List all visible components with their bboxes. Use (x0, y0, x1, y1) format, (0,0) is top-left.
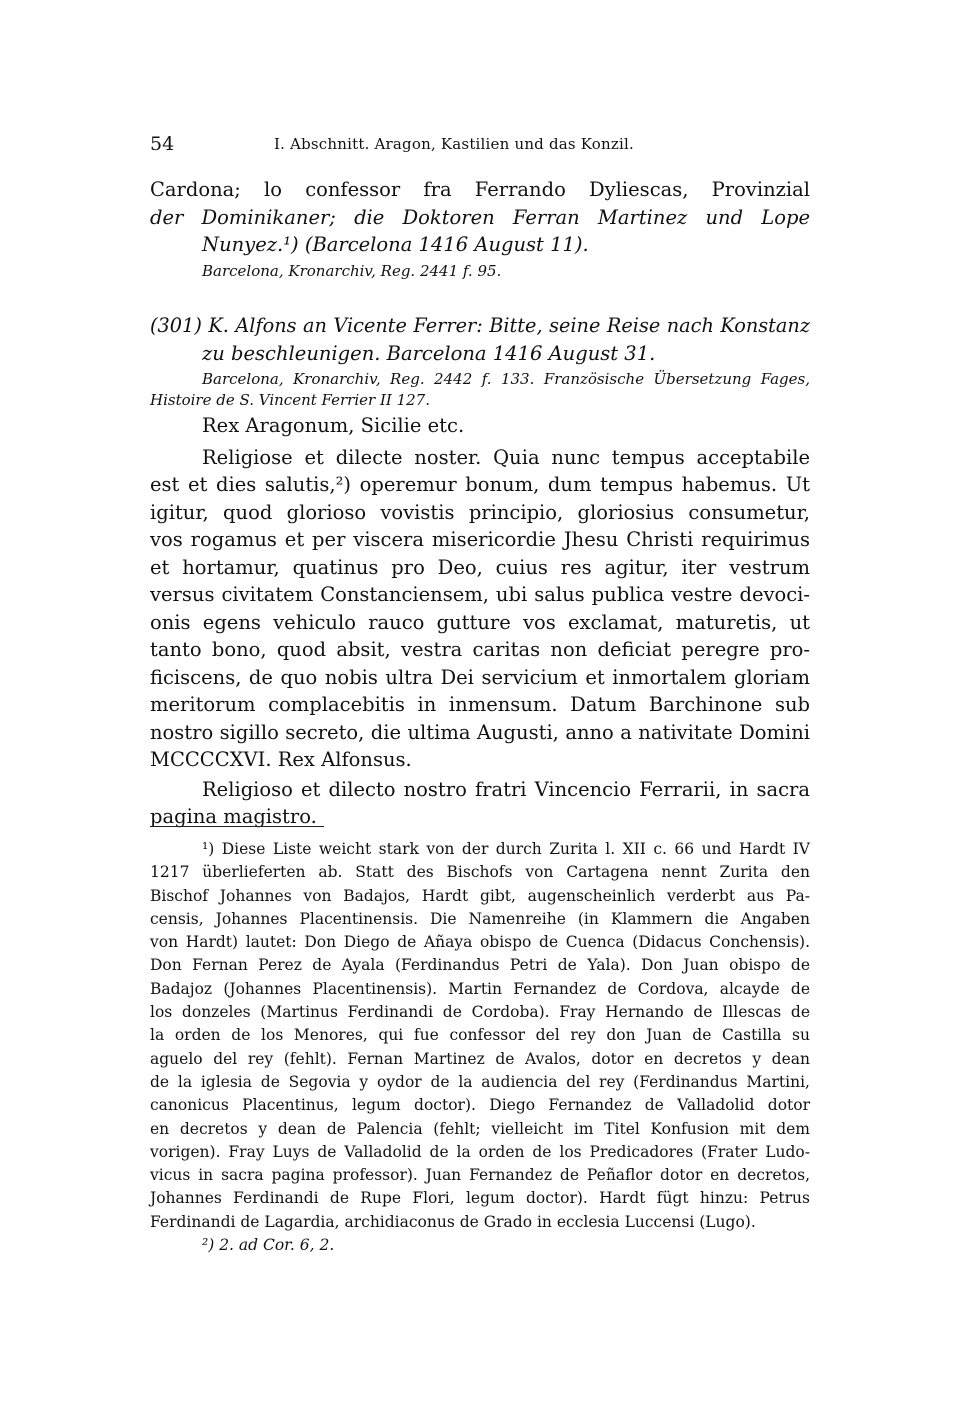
entry-title-line: (301) K. Alfons an Vicente Ferrer: Bitte, seine Reise nach Konstanz (150, 314, 810, 337)
footnote-line: Johannes Ferdinandi de Rupe Flori, legum doctor). Hardt fügt hinzu: Petrus (150, 1189, 810, 1208)
address-line: Religioso et dilecto nostro fratri Vincencio Ferrarii, in sacra (202, 777, 810, 801)
address-line: pagina magistro. (150, 805, 317, 828)
salutation: Rex Aragonum, Sicilie etc. (202, 414, 465, 437)
text-line: meritorum complacebitis in inmensum. Datum Barchinone sub (150, 693, 810, 716)
text-line: et hortamur, quatinus pro Deo, cuius res agitur, iter vestrum (150, 555, 810, 579)
footnote-line: los donzeles (Martinus Ferdinandi de Cordoba). Fray Hernando de Illescas de (150, 1003, 810, 1022)
text-line: MCCCCXVI. Rex Alfonsus. (150, 748, 412, 771)
entry-continuation (150, 176, 810, 282)
footnote-line: Badajoz (Johannes Placentinensis). Martin Fernandez de Cordova, alcayde de (150, 979, 810, 998)
footnote-divider (150, 826, 324, 827)
footnote-line: Don Fernan Perez de Ayala (Ferdinandus Petri de Yala). Don Juan obispo de (150, 956, 810, 975)
footnote-line: censis, Johannes Placentinensis. Die Namenreihe (in Klammern die Angaben (150, 909, 810, 928)
footnote-line: vicus in sacra pagina professor). Juan Fernandez de Peñaflor dotor en decretos, (150, 1166, 810, 1185)
text-line: versus civitatem Constanciensem, ubi salus publica vestre devoci- (150, 583, 810, 606)
footnotes (150, 838, 810, 1257)
text-line: est et dies salutis,²) operemur bonum, dum tempus habemus. Ut (150, 473, 810, 496)
footnote-line: en decretos y dean de Palencia (fehlt; vielleicht im Titel Konfusion mit dem (150, 1119, 810, 1138)
archive-reference: Histoire de S. Vincent Ferrier II 127. (150, 391, 430, 409)
running-title: I. Abschnitt. Aragon, Kastilien und das Konzil. (274, 135, 634, 153)
text-line: ficiscens, de quo nobis ultra Dei servicium et inmortalem gloriam (150, 665, 810, 689)
footnote-line: Bischof Johannes von Badajos, Hardt gibt, augenscheinlich verderbt aus Pa- (150, 886, 810, 905)
text-line: Religiose et dilecte noster. Quia nunc tempus acceptabile (202, 445, 810, 469)
text-line: igitur, quod glorioso vovistis principio, gloriosius consumetur, (150, 500, 810, 524)
footnote-line: vorigen). Fray Luys de Valladolid de la orden de los Predicadores (Frater Ludo- (150, 1142, 810, 1161)
text-line: tanto bono, quod absit, vestra caritas non deficiat peregre pro- (150, 638, 810, 661)
page-number: 54 (150, 133, 175, 155)
entry-title-line: zu beschleunigen. Barcelona 1416 August 31. (202, 341, 656, 365)
footnote-line: von Hardt) lautet: Don Diego de Añaya obispo de Cuenca (Didacus Conchensis). (150, 933, 810, 952)
archive-reference: Barcelona, Kronarchiv, Reg. 2442 f. 133. Französische Übersetzung Fages, (202, 370, 810, 388)
text-line: onis egens vehiculo rauco gutture vos exclamat, maturetis, ut (150, 610, 810, 634)
archive-reference: Barcelona, Kronarchiv, Reg. 2441 f. 95. (202, 261, 502, 280)
footnote-line: la orden de los Menores, qui fue confessor del rey don Juan de Castilla su (150, 1026, 810, 1045)
text-line: der Dominikaner; die Doktoren Ferran Martinez und Lope (150, 205, 810, 229)
text-line: Nunyez.¹) (Barcelona 1416 August 11). (202, 233, 589, 256)
footnote-line: Ferdinandi de Lagardia, archidiaconus de Grado in ecclesia Luccensi (Lugo). (150, 1212, 756, 1231)
letter-body (150, 412, 810, 831)
footnote-line: de la iglesia de Segovia y oydor de la audiencia del rey (Ferdinandus Martini, (150, 1072, 810, 1091)
footnote-line: aguelo del rey (fehlt). Fernan Martinez de Avalos, dotor en decretos y dean (150, 1049, 810, 1068)
footnote-line: canonicus Placentinus, legum doctor). Diego Fernandez de Valladolid dotor (150, 1096, 810, 1115)
footnote-line: ²) 2. ad Cor. 6, 2. (202, 1236, 335, 1255)
entry-heading (150, 312, 810, 411)
text-line: vos rogamus et per viscera misericordie Jhesu Christi requirimus (150, 528, 810, 551)
text-line: Cardona; lo confessor fra Ferrando Dyliescas, Provinzial (150, 178, 810, 201)
footnote-line: 1217 überlieferten ab. Statt des Bischofs von Cartagena nennt Zurita den (150, 863, 810, 882)
footnote-line: ¹) Diese Liste weicht stark von der durch Zurita l. XII c. 66 und Hardt IV (202, 840, 810, 858)
text-line: nostro sigillo secreto, die ultima Augusti, anno a nativitate Domini (150, 720, 810, 744)
